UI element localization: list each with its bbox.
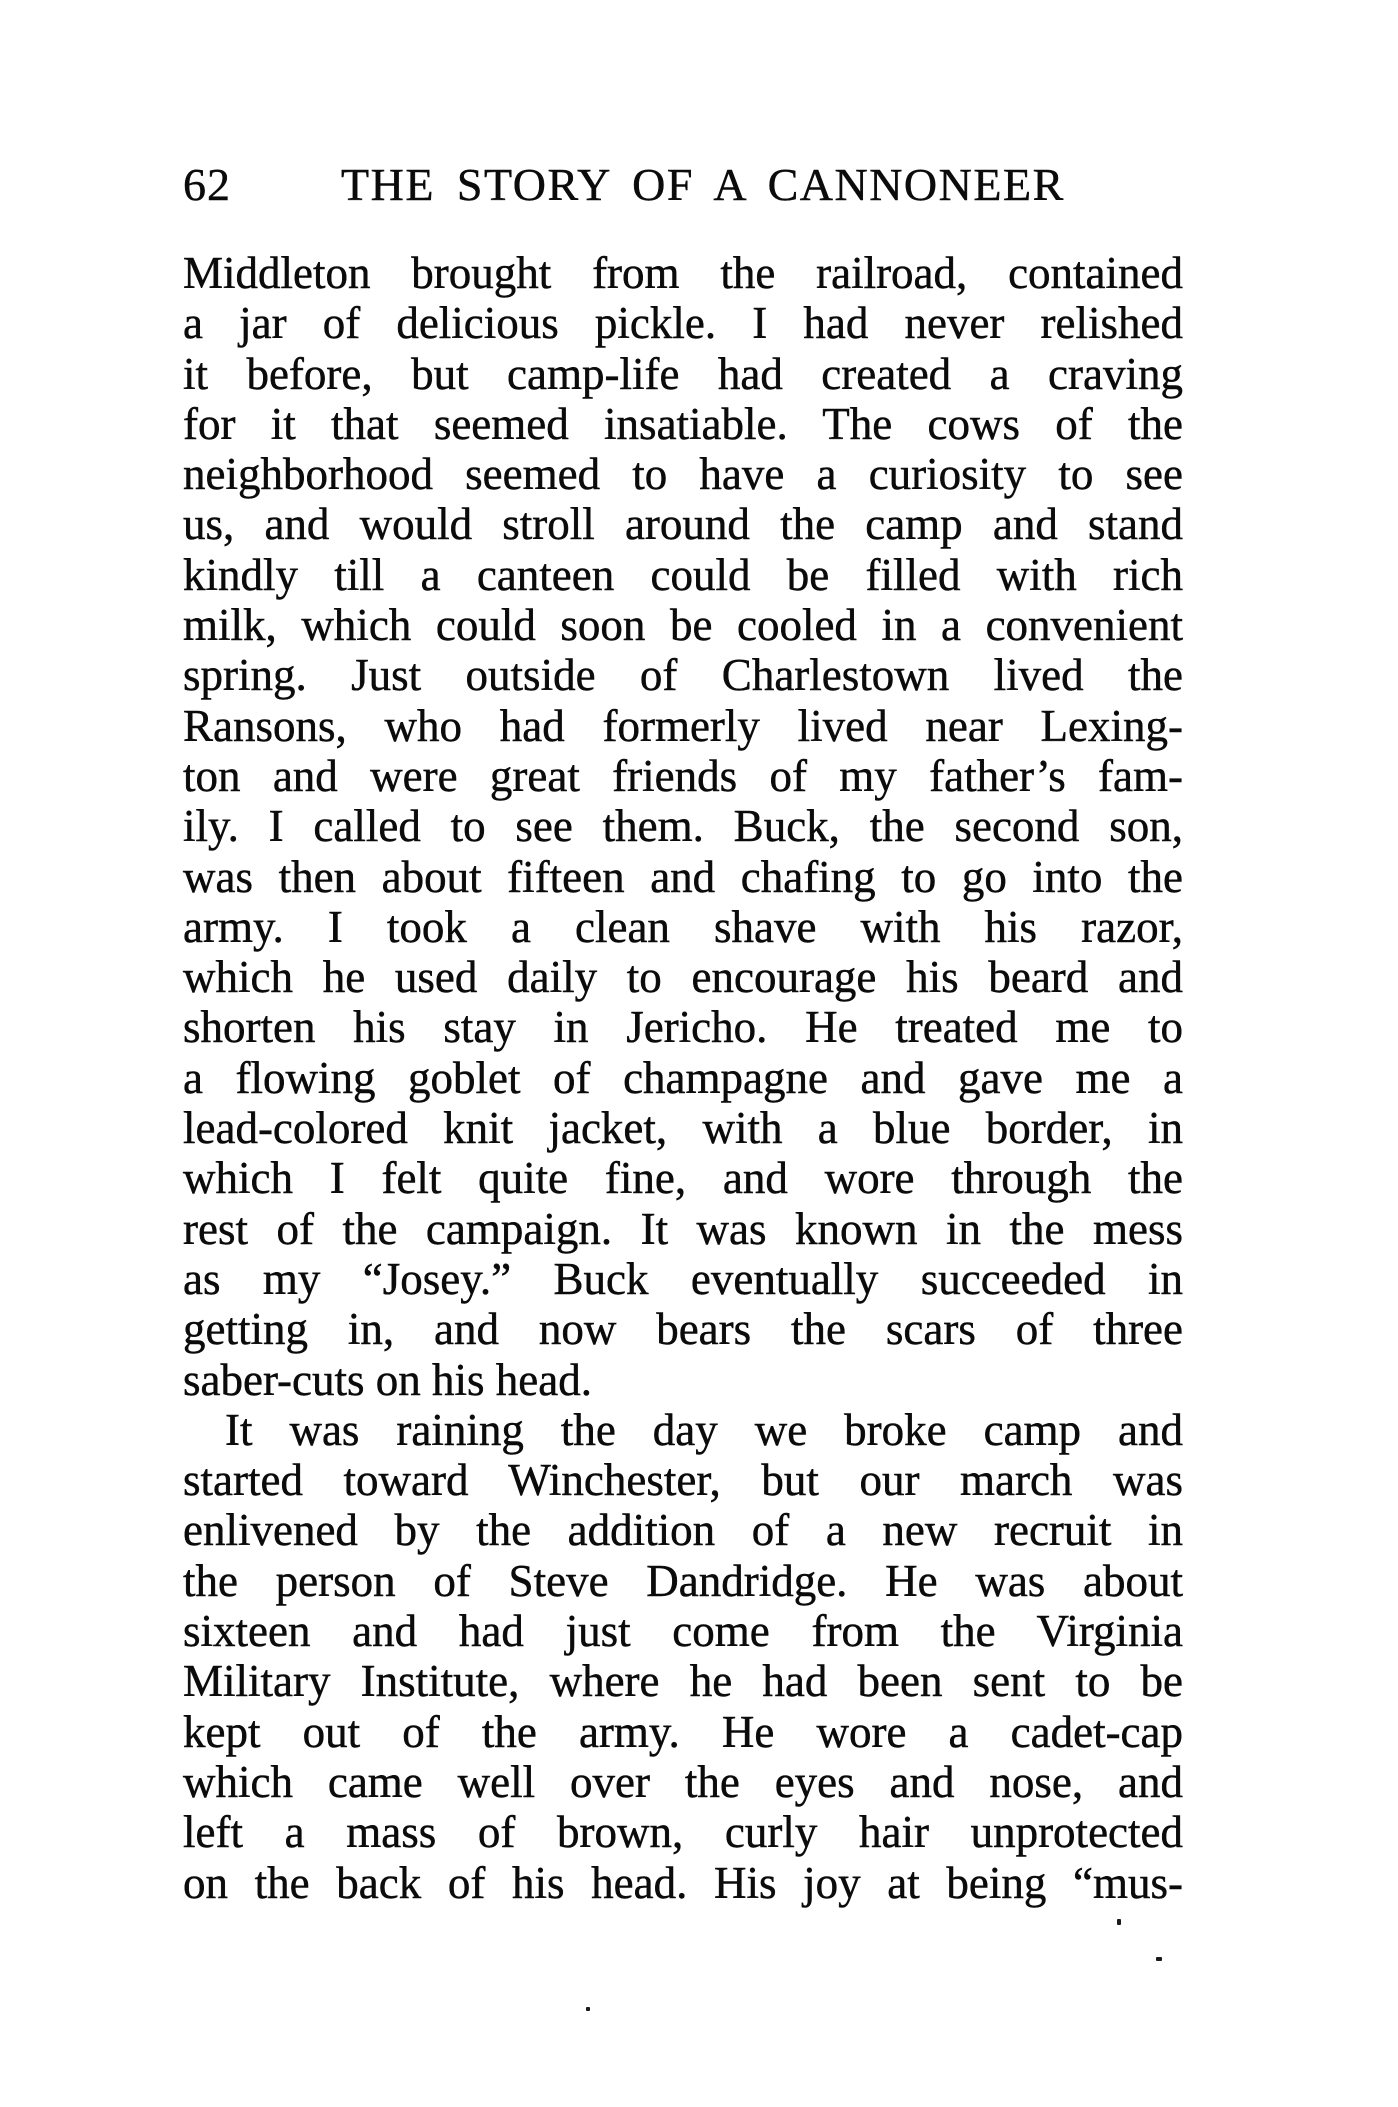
text-line: for it that seemed insatiable. The cows of the: [183, 398, 1183, 449]
text-line: on the back of his head. His joy at being “mus-: [183, 1857, 1183, 1908]
text-line: lead-colored knit jacket, with a blue border, in: [183, 1103, 1183, 1154]
scan-speck: [586, 2007, 590, 2011]
paragraph-2: [183, 1405, 1183, 1908]
text-line: which he used daily to encourage his beard and: [183, 952, 1183, 1003]
scan-speck: [1156, 1957, 1162, 1961]
text-line: ton and were great friends of my father’s fam-: [183, 750, 1183, 801]
text-line: a jar of delicious pickle. I had never relished: [183, 298, 1183, 349]
text-line: enlivened by the addition of a new recruit in: [183, 1505, 1183, 1556]
text-line: a flowing goblet of champagne and gave me a: [183, 1052, 1183, 1103]
text-line: kindly till a canteen could be filled with rich: [183, 549, 1183, 600]
paragraph-1: [183, 248, 1183, 1405]
text-line: started toward Winchester, but our march was: [183, 1455, 1183, 1506]
text-line: was then about fifteen and chafing to go into the: [183, 851, 1183, 902]
page-header: [183, 159, 1183, 211]
text-line: saber-cuts on his head.: [183, 1354, 592, 1405]
text-line: it before, but camp-life had created a craving: [183, 348, 1183, 399]
text-line: as my “Josey.” Buck eventually succeeded in: [183, 1253, 1183, 1304]
text-line: milk, which could soon be cooled in a convenient: [183, 600, 1183, 651]
text-line: shorten his stay in Jericho. He treated me to: [183, 1002, 1183, 1053]
text-line: army. I took a clean shave with his razor,: [183, 901, 1183, 952]
text-line: neighborhood seemed to have a curiosity to see: [183, 449, 1183, 500]
text-line: Middleton brought from the railroad, contained: [183, 248, 1183, 298]
text-line: us, and would stroll around the camp and stand: [183, 499, 1183, 550]
running-title: THE STORY OF A CANNONEER: [341, 159, 1065, 210]
text-line: ily. I called to see them. Buck, the second son,: [183, 801, 1183, 852]
text-line: which came well over the eyes and nose, and: [183, 1756, 1183, 1807]
text-line: which I felt quite fine, and wore through the: [183, 1153, 1183, 1204]
text-line: Ransons, who had formerly lived near Lexing-: [183, 700, 1183, 751]
text-line: getting in, and now bears the scars of three: [183, 1304, 1183, 1355]
body-text: [183, 248, 1183, 1908]
text-line: rest of the campaign. It was known in the mess: [183, 1203, 1183, 1254]
scan-speck: [1117, 1919, 1121, 1925]
text-line: left a mass of brown, curly hair unprotected: [183, 1807, 1183, 1858]
text-line: Military Institute, where he had been sent to be: [183, 1656, 1183, 1707]
text-line: sixteen and had just come from the Virginia: [183, 1606, 1183, 1657]
text-line: the person of Steve Dandridge. He was about: [183, 1555, 1183, 1606]
text-line: kept out of the army. He wore a cadet-cap: [183, 1706, 1183, 1757]
text-line: It was raining the day we broke camp and: [225, 1404, 1183, 1455]
page-number: 62: [183, 159, 231, 210]
text-line: spring. Just outside of Charlestown lived the: [183, 650, 1183, 701]
